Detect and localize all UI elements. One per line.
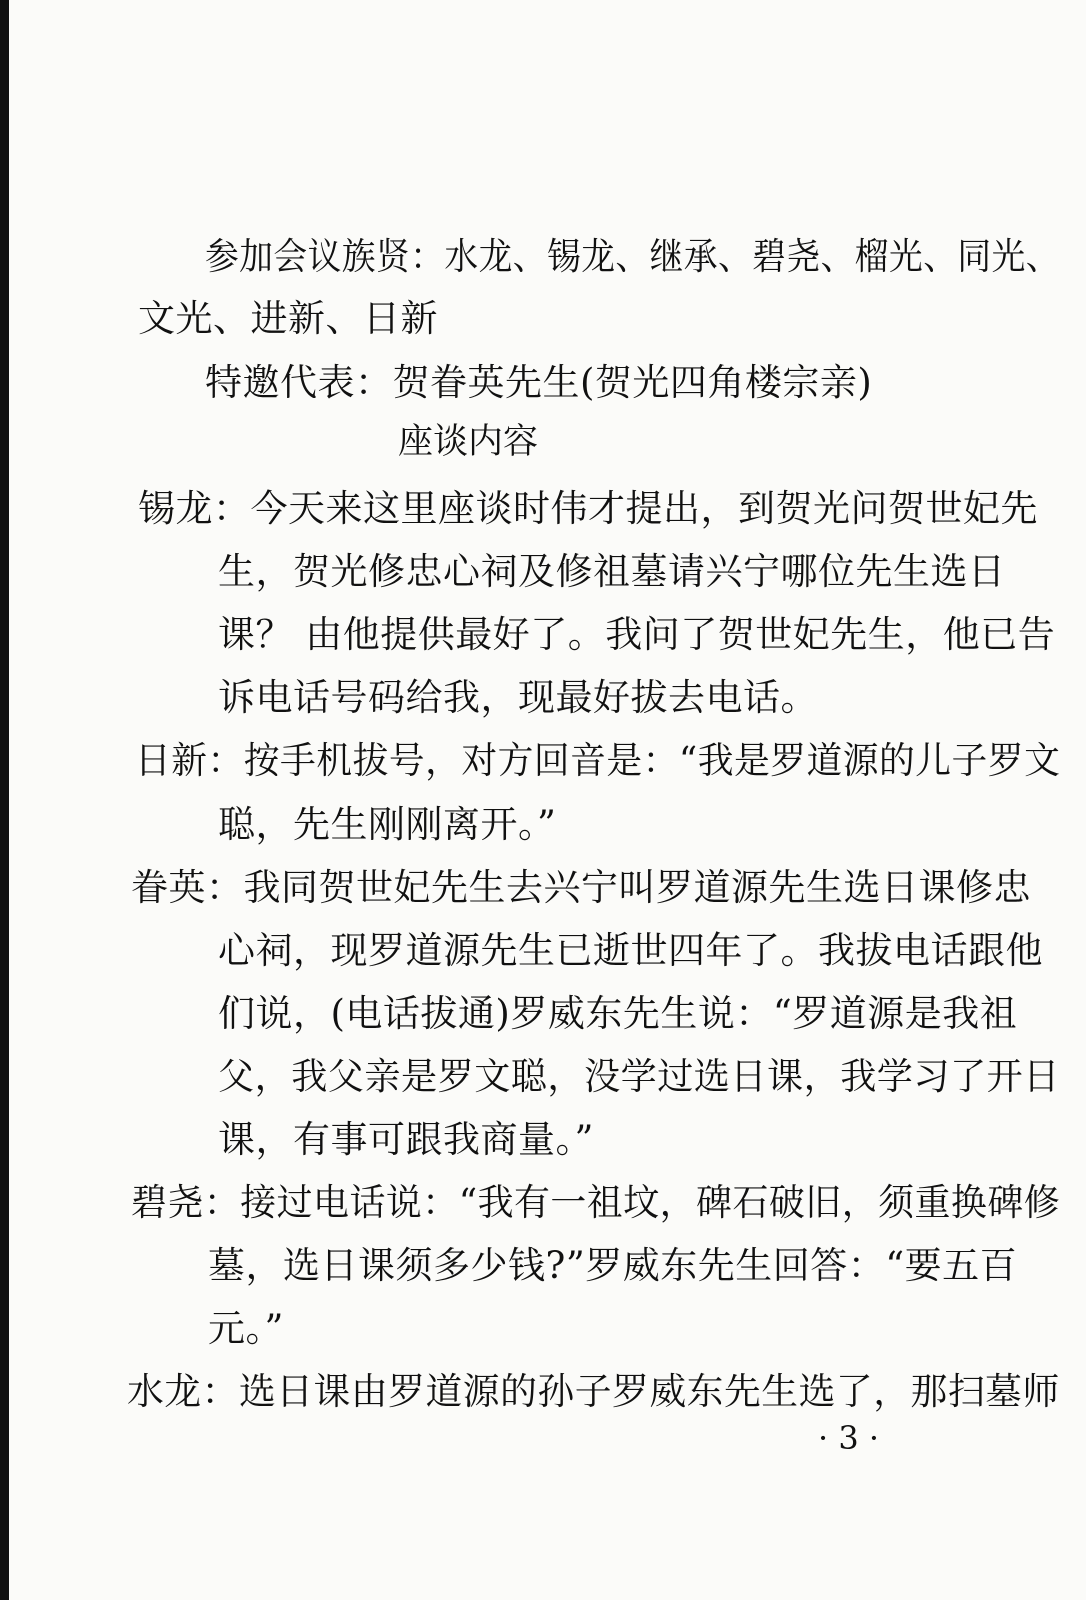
dialogue-entry: [127, 1370, 1060, 1413]
dialogue-line: 课？ 由他提供最好了。我问了贺世妃先生，他已告: [218, 613, 1056, 656]
dialogue-line: 墓，选日课须多少钱?”罗威东先生回答：“要五百: [208, 1244, 1018, 1287]
page-number: · 3 ·: [818, 1419, 880, 1457]
dialogue-line: 诉电话号码给我，现最好拔去电话。: [218, 676, 818, 719]
dialogue-line: 元。”: [208, 1307, 284, 1350]
participants-line-1: 参加会议族贤：水龙、锡龙、继承、碧尧、榴光、同光、: [205, 235, 1060, 278]
dialogue-line: 生，贺光修忠心祠及修祖墓请兴宁哪位先生选日: [218, 550, 1006, 593]
speaker-name: 碧尧：: [131, 1181, 241, 1224]
dialogue-entry: [131, 866, 1031, 909]
special-guest-line: 特邀代表：贺眷英先生(贺光四角楼宗亲): [205, 361, 873, 404]
dialogue-line: 聪，先生刚刚离开。”: [218, 803, 557, 846]
dialogue-line: 课，有事可跟我商量。”: [218, 1118, 594, 1161]
participants-line-2: 文光、进新、日新: [138, 297, 438, 340]
dialogue-entry: [131, 1181, 1061, 1224]
speaker-name: 水龙：: [127, 1370, 239, 1413]
speaker-name: 锡龙：: [138, 487, 251, 530]
speaker-name: 眷英：: [131, 866, 244, 909]
dialogue-line: 按手机拔号，对方回音是：“我是罗道源的儿子罗文: [243, 739, 1061, 782]
dialogue-line: 父，我父亲是罗文聪，没学过选日课，我学习了开日: [218, 1055, 1060, 1098]
dialogue-line: 选日课由罗道源的孙子罗威东先生选了，那扫墓师: [238, 1370, 1060, 1413]
speaker-name: 日新：: [135, 739, 244, 782]
dialogue-entry: [138, 487, 1038, 530]
dialogue-line: 接过电话说：“我有一祖坟，碑石破旧，须重换碑修: [240, 1181, 1061, 1224]
dialogue-line: 心祠，现罗道源先生已逝世四年了。我拔电话跟他: [218, 929, 1043, 972]
dialogue-line: 我同贺世妃先生去兴宁叫罗道源先生选日课修忠: [243, 866, 1031, 909]
dialogue-line: 今天来这里座谈时伟才提出，到贺光问贺世妃先: [250, 487, 1038, 530]
section-title: 座谈内容: [398, 422, 539, 462]
dialogue-line: 们说，(电话拔通)罗威东先生说：“罗道源是我祖: [218, 992, 1018, 1035]
dialogue-entry: [135, 739, 1061, 782]
